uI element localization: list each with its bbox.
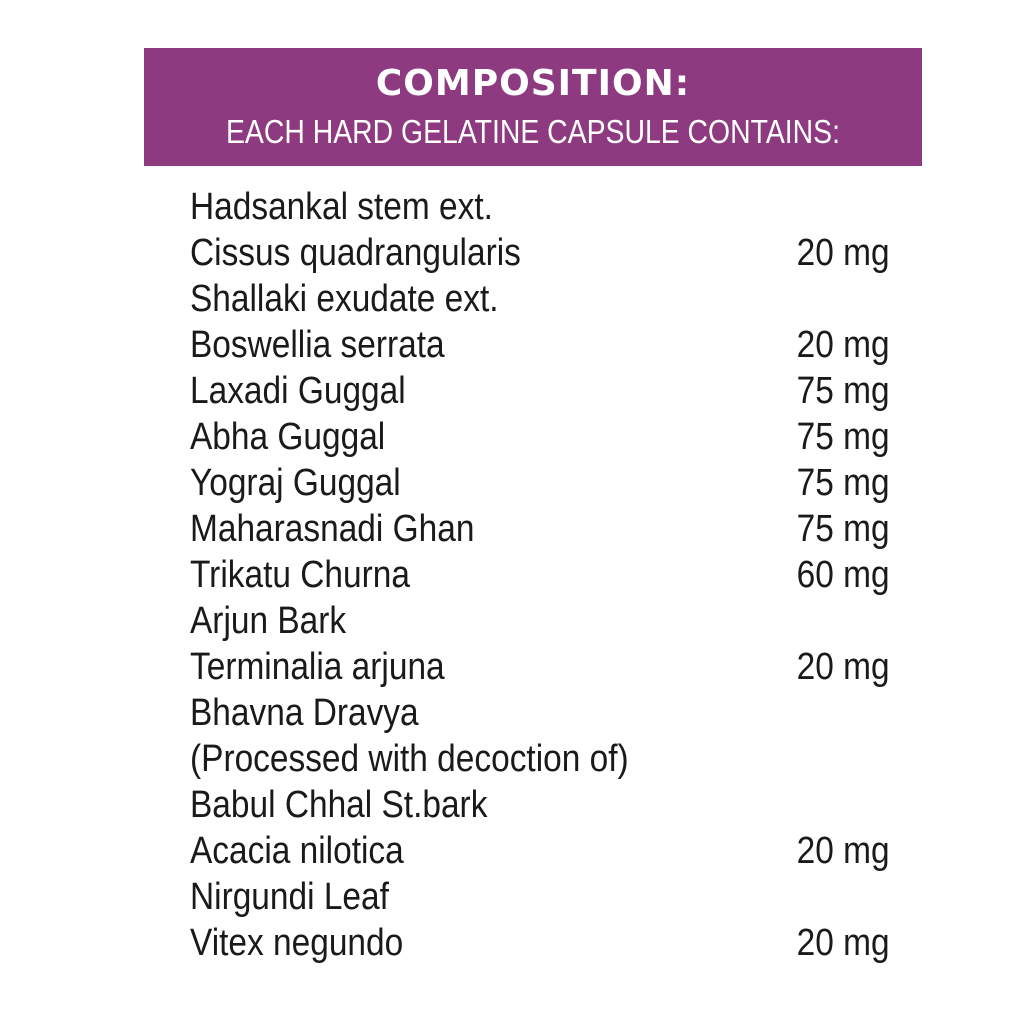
ingredient-dose: 75 mg — [797, 508, 890, 550]
ingredient-name: Bhavna Dravya — [190, 692, 419, 734]
ingredient-name: Maharasnadi Ghan — [190, 508, 475, 550]
ingredient-row — [190, 184, 900, 230]
ingredient-row — [190, 322, 900, 368]
ingredient-row — [190, 552, 900, 598]
ingredient-row — [190, 874, 900, 920]
ingredient-name: Laxadi Guggal — [190, 370, 406, 412]
ingredient-name: Hadsankal stem ext. — [190, 186, 493, 228]
ingredient-name: Cissus quadrangularis — [190, 232, 521, 274]
ingredient-dose: 20 mg — [797, 646, 890, 688]
ingredient-dose: 20 mg — [797, 324, 890, 366]
ingredient-row — [190, 920, 900, 966]
ingredient-name: Arjun Bark — [190, 600, 347, 642]
ingredient-list — [190, 184, 900, 966]
ingredient-name: Babul Chhal St.bark — [190, 784, 488, 826]
ingredient-row — [190, 506, 900, 552]
ingredient-dose: 60 mg — [797, 554, 890, 596]
ingredient-name: Yograj Guggal — [190, 462, 401, 504]
ingredient-row — [190, 414, 900, 460]
ingredient-row — [190, 644, 900, 690]
composition-title: COMPOSITION: — [375, 63, 691, 104]
ingredient-row — [190, 368, 900, 414]
ingredient-name: Terminalia arjuna — [190, 646, 445, 688]
ingredient-name: Abha Guggal — [190, 416, 386, 458]
ingredient-dose: 75 mg — [797, 416, 890, 458]
ingredient-row — [190, 276, 900, 322]
ingredient-row — [190, 828, 900, 874]
ingredient-dose: 20 mg — [797, 830, 890, 872]
ingredient-name: Shallaki exudate ext. — [190, 278, 499, 320]
ingredient-name: Boswellia serrata — [190, 324, 445, 366]
ingredient-dose: 20 mg — [797, 922, 890, 964]
ingredient-row — [190, 598, 900, 644]
ingredient-dose: 75 mg — [797, 370, 890, 412]
ingredient-dose: 20 mg — [797, 232, 890, 274]
ingredient-name: Vitex negundo — [190, 922, 404, 964]
ingredient-name: Acacia nilotica — [190, 830, 404, 872]
ingredient-row — [190, 230, 900, 276]
composition-banner — [144, 48, 922, 166]
ingredient-name: Trikatu Churna — [190, 554, 410, 596]
composition-subtitle: EACH HARD GELATINE CAPSULE CONTAINS: — [226, 113, 840, 150]
ingredient-row — [190, 782, 900, 828]
ingredient-row — [190, 736, 900, 782]
ingredient-row — [190, 690, 900, 736]
ingredient-dose: 75 mg — [797, 462, 890, 504]
ingredient-name: Nirgundi Leaf — [190, 876, 389, 918]
ingredient-row — [190, 460, 900, 506]
ingredient-name: (Processed with decoction of) — [190, 738, 629, 780]
